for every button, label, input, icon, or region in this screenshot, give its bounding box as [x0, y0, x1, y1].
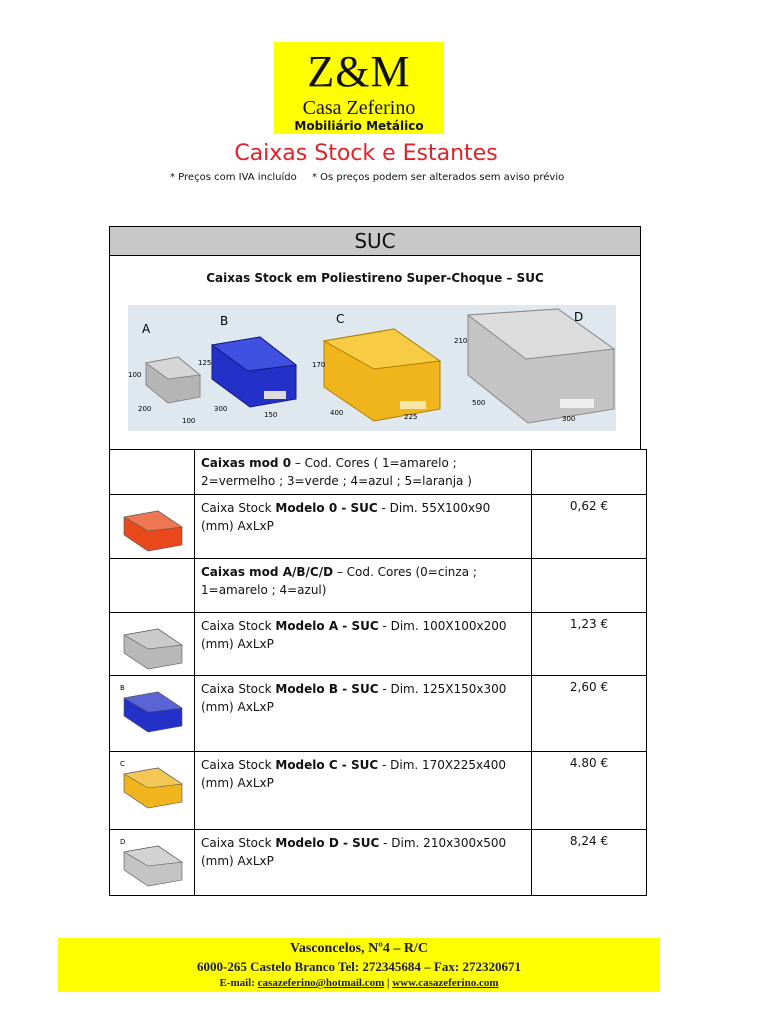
price-value: 4.80 € — [569, 756, 609, 770]
logo-subtitle: Mobiliário Metálico — [294, 119, 424, 133]
image-cell — [110, 495, 195, 559]
image-cell — [110, 830, 195, 896]
table-row — [110, 830, 647, 896]
dim-c-1: 170 — [312, 361, 326, 369]
suc-section — [109, 226, 641, 450]
price-value: 0,62 € — [569, 499, 609, 513]
label-b: B — [220, 314, 229, 328]
dim-d-1: 210 — [454, 337, 468, 345]
description-cell — [195, 559, 532, 613]
box-thumbnail — [118, 682, 188, 738]
price-value: 8,24 € — [569, 834, 609, 848]
contact-footer — [58, 938, 660, 992]
description-cell: Caixa Stock Modelo C - SUC - Dim. 170X225x400 (mm) AxLxP — [195, 752, 532, 830]
description-cell: Caixa Stock Modelo B - SUC - Dim. 125X150x300 (mm) AxLxP — [195, 676, 532, 752]
group-row — [110, 559, 647, 613]
description-cell: Caixa Stock Modelo D - SUC - Dim. 210x300x500 (mm) AxLxP — [195, 830, 532, 896]
group-title: Caixas mod A/B/C/D — [201, 565, 334, 579]
model-dimensions: - Dim. 210x300x500 (mm) AxLxP — [201, 836, 507, 868]
email-link[interactable]: casazeferino@hotmail.com — [257, 977, 385, 989]
price-cell — [532, 752, 647, 830]
box-thumbnail — [118, 758, 188, 814]
footer-contacts: E-mail: casazeferino@hotmail.com | www.casazeferino.com — [219, 977, 499, 989]
document-title: Caixas Stock e Estantes — [234, 141, 498, 166]
model-name: Modelo B - SUC — [275, 682, 379, 696]
price-value: 1,23 € — [569, 617, 609, 631]
dim-a-1: 100 — [128, 371, 142, 379]
section-subtitle: Caixas Stock em Poliestireno Super-Choque – SUC — [206, 271, 544, 285]
group-color-codes: – Cod. Cores ( 1=amarelo ; 2=vermelho ; 3=verde ; 4=azul ; 5=laranja ) — [201, 456, 472, 488]
group-row — [110, 450, 647, 495]
model-dimensions: - Dim. 125X150x300 (mm) AxLxP — [201, 682, 507, 714]
dim-b-3: 150 — [264, 411, 278, 419]
box-thumbnail — [118, 501, 188, 557]
box-d-image — [454, 309, 614, 423]
boxes-illustration — [128, 305, 616, 431]
model-name: Modelo D - SUC — [275, 836, 380, 850]
image-cell — [110, 613, 195, 676]
dim-c-3: 225 — [404, 413, 418, 421]
thumbnail-label: B — [120, 684, 125, 692]
label-d: D — [574, 310, 584, 324]
table-row — [110, 676, 647, 752]
image-cell — [110, 676, 195, 752]
company-logo — [274, 42, 444, 134]
table-row — [110, 495, 647, 559]
note-change: * Os preços podem ser alterados sem aviso prévio — [311, 172, 565, 183]
dim-a-3: 100 — [182, 417, 196, 425]
price-cell — [532, 495, 647, 559]
dim-d-3: 300 — [562, 415, 576, 423]
description-cell: Caixa Stock Modelo 0 - SUC - Dim. 55X100x90 (mm) AxLxP — [195, 495, 532, 559]
description-cell: Caixa Stock Modelo A - SUC - Dim. 100X100x200 (mm) AxLxP — [195, 613, 532, 676]
description-cell — [195, 450, 532, 495]
table-row — [110, 752, 647, 830]
price-cell — [532, 830, 647, 896]
dim-d-2: 500 — [472, 399, 486, 407]
thumbnail-label: C — [120, 760, 125, 768]
price-cell — [532, 613, 647, 676]
model-name: Modelo C - SUC — [275, 758, 379, 772]
group-color-codes: – Cod. Cores (0=cinza ; 1=amarelo ; 4=azul) — [201, 565, 477, 597]
logo-brand: Z&M — [307, 47, 411, 96]
model-name: Modelo A - SUC — [275, 619, 379, 633]
footer-address: Vasconcelos, Nº4 – R/C — [290, 941, 428, 956]
model-name: Modelo 0 - SUC — [275, 501, 378, 515]
section-header: SUC — [110, 227, 640, 256]
table-row — [110, 613, 647, 676]
label-c: C — [336, 312, 345, 326]
image-cell — [110, 559, 195, 613]
box-thumbnail — [118, 619, 188, 675]
dim-b-2: 300 — [214, 405, 228, 413]
logo-name: Casa Zeferino — [302, 97, 416, 119]
image-cell — [110, 450, 195, 495]
dim-c-2: 400 — [330, 409, 344, 417]
box-b-image — [198, 314, 296, 419]
dim-b-1: 125 — [198, 359, 212, 367]
price-value: 2,60 € — [569, 680, 609, 694]
footer-phone: 6000-265 Castelo Branco Tel: 272345684 – Fax: 272320671 — [197, 959, 521, 974]
website-link[interactable]: www.casazeferino.com — [392, 977, 499, 989]
model-dimensions: - Dim. 100X100x200 (mm) AxLxP — [201, 619, 507, 651]
price-notes — [170, 172, 576, 183]
note-vat: * Preços com IVA incluído — [170, 172, 297, 183]
model-dimensions: - Dim. 170X225x400 (mm) AxLxP — [201, 758, 507, 790]
price-cell — [532, 559, 647, 613]
box-thumbnail — [118, 836, 188, 892]
label-a: A — [142, 322, 151, 336]
thumbnail-label: D — [120, 838, 126, 846]
price-cell — [532, 676, 647, 752]
dim-a-2: 200 — [138, 405, 152, 413]
group-title: Caixas mod 0 — [201, 456, 292, 470]
box-a-image — [128, 322, 200, 425]
price-cell — [532, 450, 647, 495]
image-cell — [110, 752, 195, 830]
price-table — [109, 449, 647, 896]
model-dimensions: - Dim. 55X100x90 (mm) AxLxP — [201, 501, 491, 533]
box-c-image — [312, 312, 440, 421]
